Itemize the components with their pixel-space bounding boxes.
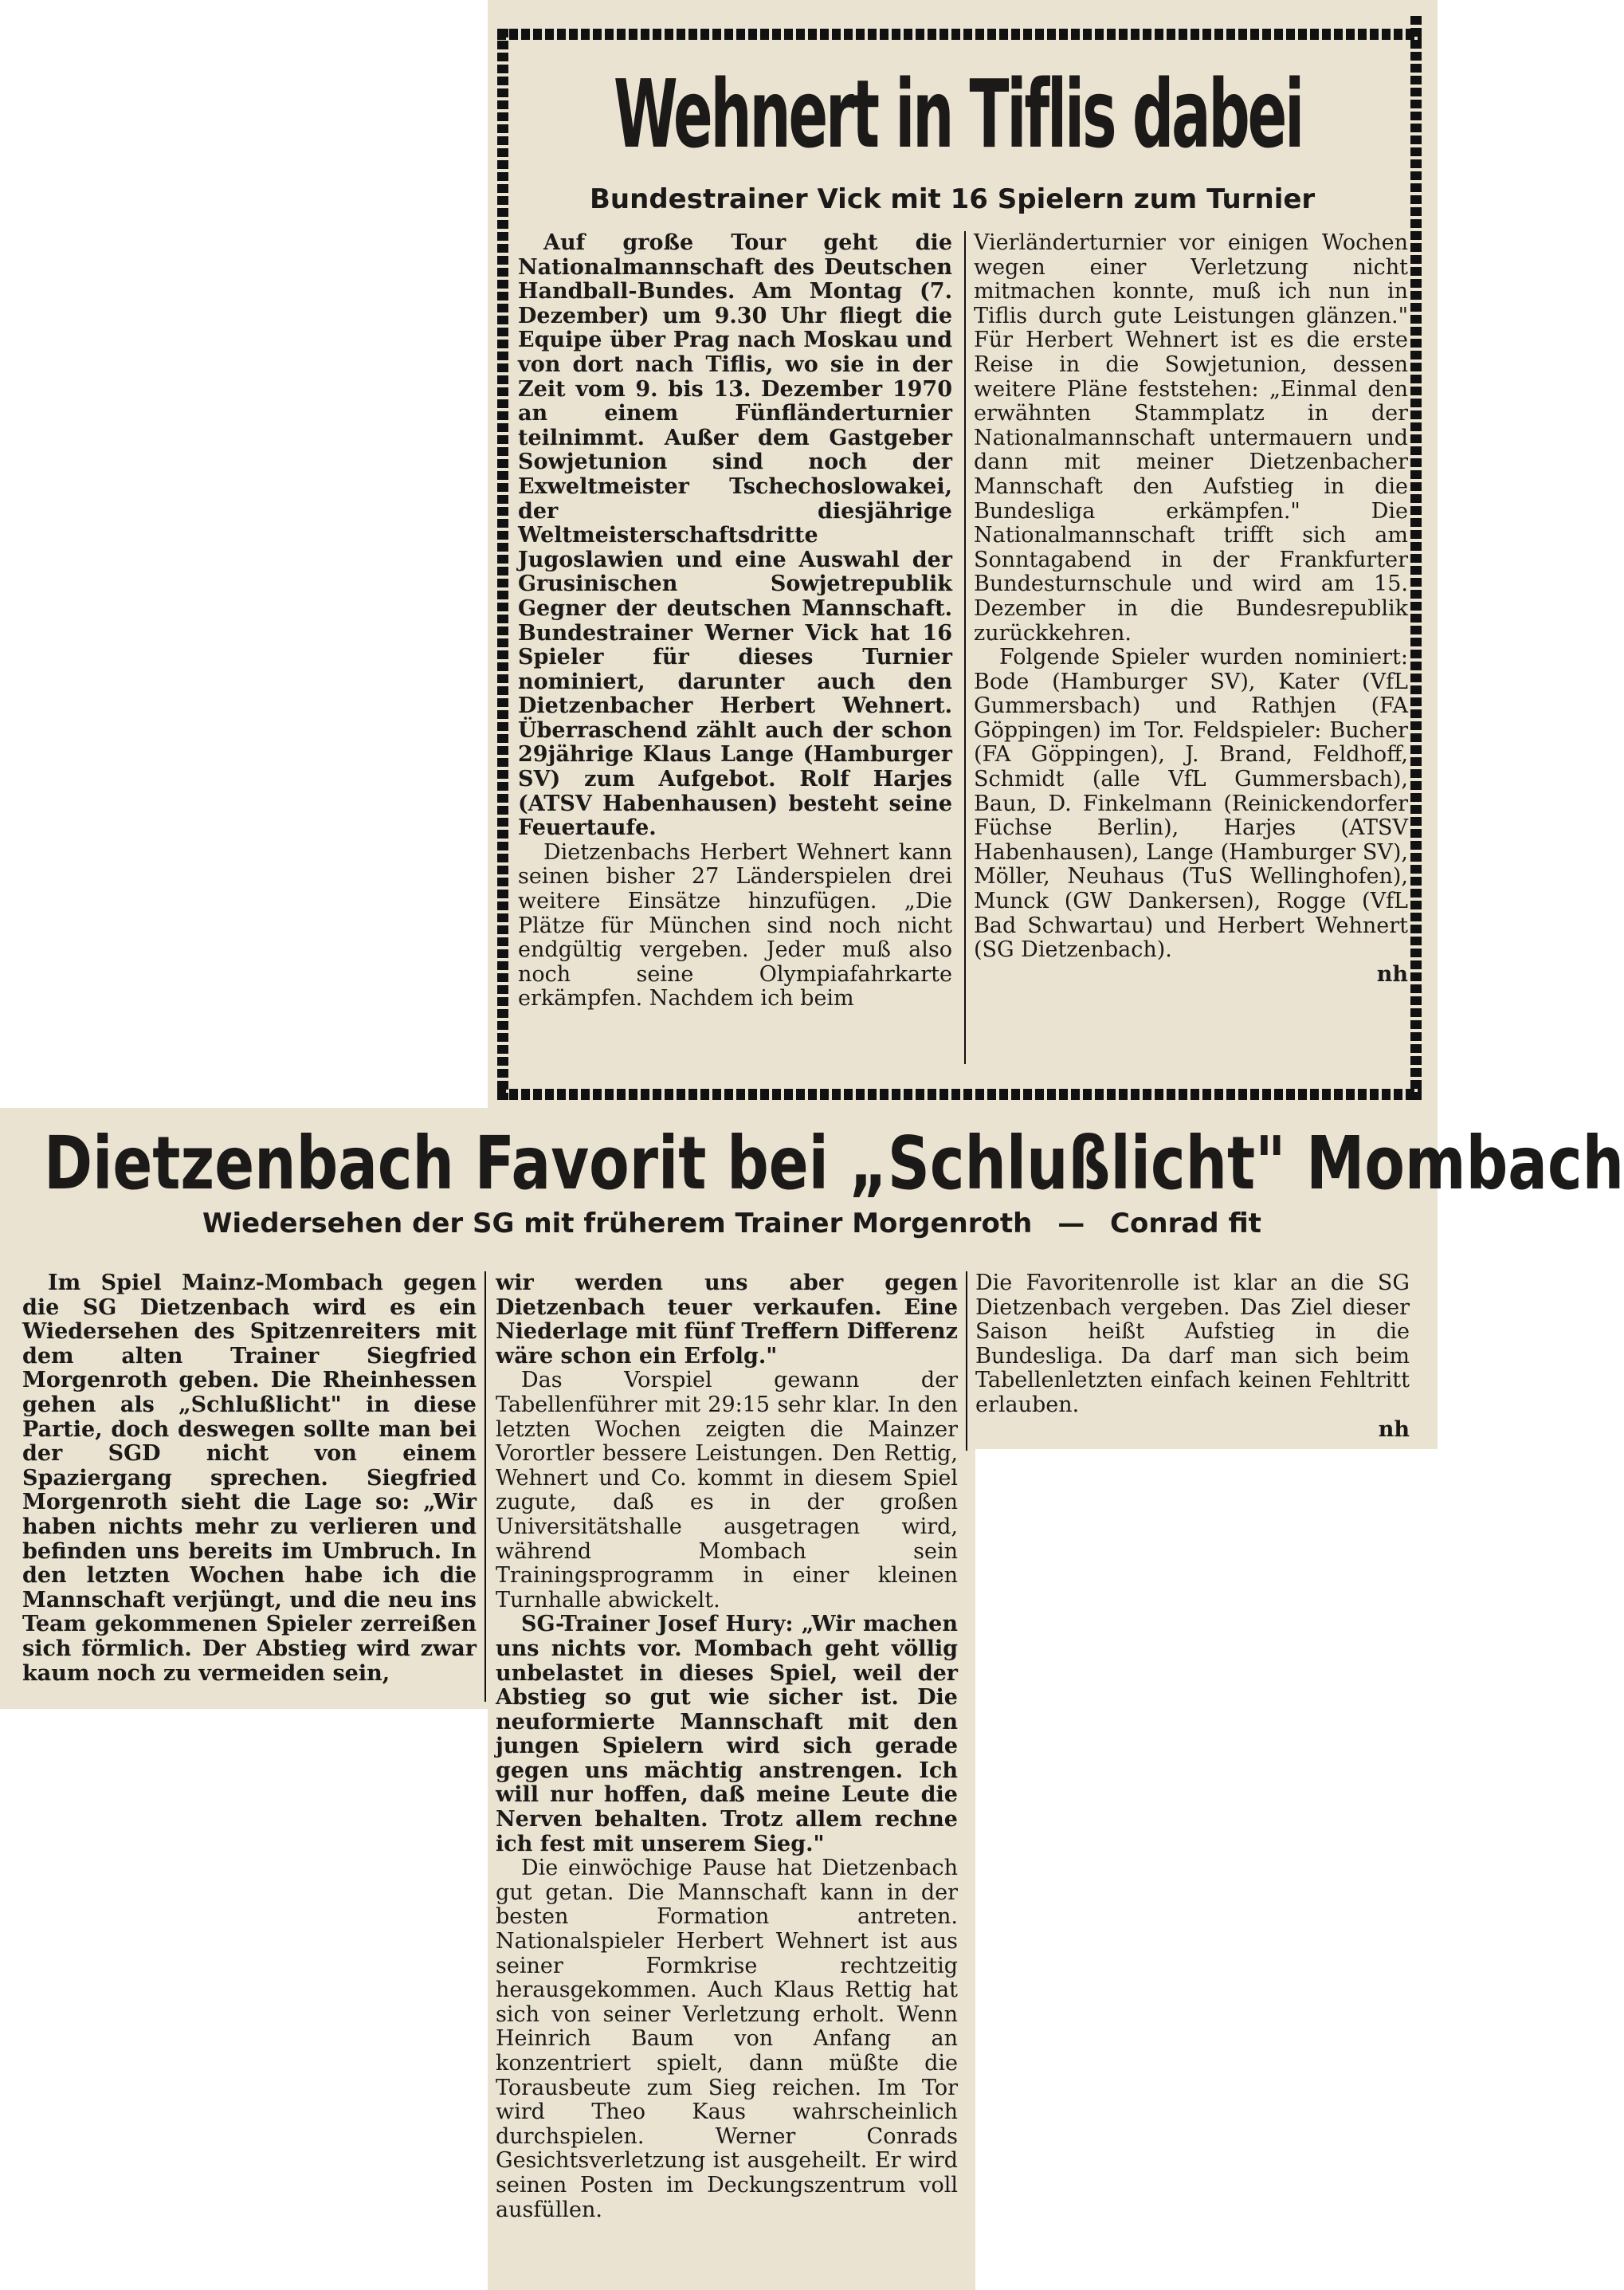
- article2-quote: wir werden uns aber gegen Dietzenbach teuer verkaufen. Eine Niederlage mit fünf Treffern Differenz wäre schon ein Erfolg.": [496, 1271, 958, 1369]
- frame-right: [1410, 16, 1422, 1100]
- article2-divider-2: [966, 1271, 967, 1451]
- article2-column-1: [22, 1271, 477, 1694]
- article1-column-divider: [964, 231, 966, 1064]
- article2-subheadline-right: Conrad fit: [1110, 1208, 1261, 1239]
- article2-intro: Im Spiel Mainz-Mombach gegen die SG Dietzenbach wird es ein Wiedersehen des Spitzenreiters mit dem alten Trainer Siegfried Morgenroth geben. Die Rheinhessen gehen als „Schlußlicht" in diese Partie, doch deswegen sollte man bei der SGD nicht von einem Spaziergang sprechen. Siegfried Morgenroth sieht die Lage so: „Wir haben nichts mehr zu verlieren und befinden uns bereits im Umbruch. In den letzten Wochen habe ich die Mannschaft verjüngt, und die neu ins Team gekommenen Spieler zerreißen sich förmlich. Der Abstieg wird zwar kaum noch zu vermeiden sein,: [22, 1271, 477, 1686]
- article1-signature: nh: [1376, 961, 1408, 987]
- article1-column-1: [518, 231, 952, 1064]
- article1-column-2: [974, 231, 1408, 1064]
- article2-headline: Dietzenbach Favorit bei „Schlußlicht" Mombach: [44, 1121, 1624, 1206]
- article2-column-3: [975, 1271, 1410, 1442]
- article1-headline: Wehnert in Tiflis dabei: [614, 59, 1303, 169]
- article1-paragraph: Vierländerturnier vor einigen Wochen wegen einer Verletzung nicht mitmachen konnte, muß ich nun in Tiflis durch gute Leistungen glänzen." Für Herbert Wehnert ist es die erste Reise in die Sowjetunion, dessen weitere Pläne feststehen: „Einmal den erwähnten Stammplatz in der Nationalmannschaft untermauern und dann mit meiner Dietzenbacher Mannschaft den Aufstieg in die Bundesliga erkämpfen." Die Nationalmannschaft trifft sich am Sonntagabend in der Frankfurter Bundesturnschule und wird am 15. Dezember in die Bundesrepublik zurückkehren.: [974, 230, 1408, 646]
- article2-hury-quote: SG-Trainer Josef Hury: „Wir machen uns nichts vor. Mombach geht völlig unbelastet in dieses Spiel, weil der Abstieg so gut wie sicher ist. Die neuformierte Mannschaft mit den jungen Spielern wird sich gerade gegen uns mächtig anstrengen. Ich will nur hoffen, daß meine Leute die Nerven behalten. Trotz allem rechne ich fest mit unserem Sieg.": [496, 1612, 958, 1856]
- article1-subheadline: Bundestrainer Vick mit 16 Spielern zum Turnier: [590, 183, 1316, 215]
- frame-bottom: [497, 1089, 1422, 1100]
- article2-signature: nh: [1378, 1416, 1410, 1442]
- article2-divider-1: [484, 1271, 486, 1702]
- article1-intro: Auf große Tour geht die Nationalmannschaft des Deutschen Handball-Bundes. Am Montag (7. Dezember) um 9.30 Uhr fliegt die Equipe über Prag nach Moskau und von dort nach Tiflis, wo sie in der Zeit vom 9. bis 13. Dezember 1970 an einem Fünfländerturnier teilnimmt. Außer dem Gastgeber Sowjetunion sind noch der Exweltmeister Tschechoslowakei, der diesjährige Weltmeisterschaftsdritte Jugoslawien und eine Auswahl der Grusinischen Sowjetrepublik Gegner der deutschen Mannschaft. Bundestrainer Werner Vick hat 16 Spieler für dieses Turnier nominiert, darunter auch den Dietzenbacher Herbert Wehnert. Überraschend zählt auch der schon 29jährige Klaus Lange (Hamburger SV) zum Aufgebot. Rolf Harjes (ATSV Habenhausen) besteht seine Feuertaufe.: [518, 230, 952, 841]
- article2-paragraph: Die einwöchige Pause hat Dietzenbach gut getan. Die Mannschaft kann in der besten Formation antreten. Nationalspieler Herbert Wehnert ist aus seiner Formkrise rechtzeitig herausgekommen. Auch Klaus Rettig hat sich von seiner Verletzung erholt. Wenn Heinrich Baum von Anfang an konzentriert spielt, dann müßte die Torausbeute zum Sieg reichen. Im Tor wird Theo Kaus wahrscheinlich durchspielen. Werner Conrads Gesichtsverletzung ist ausgeheilt. Er wird seinen Posten im Deckungszentrum voll ausfüllen.: [496, 1856, 958, 2222]
- frame-left: [497, 29, 508, 1100]
- article1-player-list: Folgende Spieler wurden nominiert: Bode (Hamburger SV), Kater (VfL Gummersbach) und Rathjen (FA Göppingen) im Tor. Feldspieler: Bucher (FA Göppingen), J. Brand, Feldhoff, Schmidt (alle VfL Gummersbach), Baun, D. Finkelmann (Reinickendorfer Füchse Berlin), Harjes (ATSV Habenhausen), Lange (Hamburger SV), Möller, Neuhaus (TuS Wellinghofen), Munck (GW Dankersen), Rogge (VfL Bad Schwartau) und Herbert Wehnert (SG Dietzenbach).: [974, 645, 1408, 963]
- article2-subheadline-left: Wiedersehen der SG mit früherem Trainer Morgenroth: [202, 1208, 1033, 1239]
- article2-column-2: [496, 1271, 958, 2280]
- article2-paragraph: Die Favoritenrolle ist klar an die SG Dietzenbach vergeben. Das Ziel dieser Saison heißt Aufstieg in die Bundesliga. Da darf man sich beim Tabellenletzten einfach keinen Fehltritt erlauben.: [975, 1271, 1410, 1417]
- article2-subheadline: [202, 1206, 1261, 1241]
- article1-paragraph: Dietzenbachs Herbert Wehnert kann seinen bisher 27 Länderspielen drei weitere Einsätze hinzufügen. „Die Plätze für München sind noch nicht endgültig vergeben. Jeder muß also noch seine Olympiafahrkarte erkämpfen. Nachdem ich beim: [518, 839, 952, 1011]
- article2-paragraph: Das Vorspiel gewann der Tabellenführer mit 29:15 sehr klar. In den letzten Wochen zeigten die Mainzer Vorortler bessere Leistungen. Den Rettig, Wehnert und Co. kommt in diesem Spiel zugute, daß es in der großen Universitätshalle ausgetragen wird, während Mombach sein Trainingsprogramm in einer kleinen Turnhalle abwickelt.: [496, 1368, 958, 1612]
- article2-subheadline-dash: —: [1057, 1208, 1085, 1239]
- frame-top: [497, 29, 1422, 40]
